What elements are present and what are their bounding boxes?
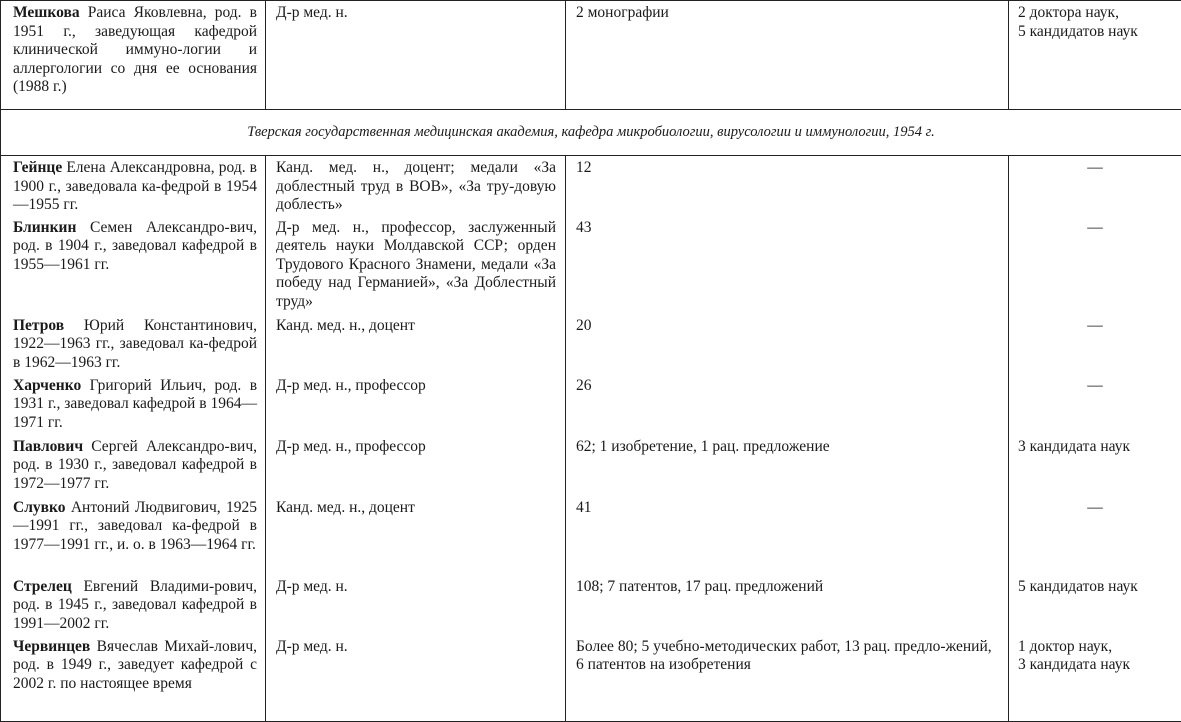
students-cell: — — [1009, 374, 1181, 435]
works-cell: 62; 1 изобретение, 1 рац. предложение — [566, 435, 1009, 496]
person-cell — [1, 156, 266, 216]
person-cell — [1, 374, 266, 435]
person-cell — [1, 216, 266, 314]
person-cell — [1, 435, 266, 496]
person-cell — [1, 635, 266, 722]
works-cell: 12 — [566, 156, 1009, 216]
person-cell — [1, 496, 266, 575]
person-bio: Евгений Владими-рович, род. в 1945 г., заведовал кафедрой в 1991—2002 гг. — [13, 577, 258, 632]
works-cell: Более 80; 5 учебно-методических работ, 13 рац. предло-жений, 6 патентов на изобретения — [566, 635, 1009, 722]
person-name: Гейнце — [13, 159, 63, 176]
person-bio: Григорий Ильич, род. в 1931 г., заведовал кафедрой в 1964—1971 гг. — [13, 376, 258, 431]
students-cell: — — [1009, 314, 1181, 374]
students-cell: 3 кандидата наук — [1009, 435, 1181, 496]
person-name: Блинкин — [13, 218, 77, 236]
person-name: Мешкова — [13, 4, 80, 21]
works-cell: 2 монографии — [566, 1, 1009, 110]
degree-cell: Д-р мед. н. — [266, 635, 566, 722]
students-cell: — — [1009, 496, 1181, 575]
person-name: Петров — [13, 316, 65, 334]
table-row — [1, 635, 1181, 722]
person-bio: Семен Александро-вич, род. в 1904 г., заведовал кафедрой в 1955—1961 гг. — [13, 218, 258, 273]
person-name: Червинцев — [13, 637, 91, 655]
degree-cell: Д-р мед. н. — [266, 1, 566, 110]
table-row — [1, 496, 1181, 575]
works-cell: 41 — [566, 496, 1009, 575]
works-cell: 20 — [566, 314, 1009, 374]
table-row — [1, 575, 1181, 635]
works-cell: 108; 7 патентов, 17 рац. предложений — [566, 575, 1009, 635]
person-cell — [1, 314, 266, 374]
table-row — [1, 156, 1181, 216]
degree-cell: Канд. мед. н., доцент — [266, 314, 566, 374]
students-cell: 2 доктора наук, 5 кандидатов наук — [1009, 1, 1181, 110]
table-body — [1, 1, 1181, 722]
table-row — [1, 374, 1181, 435]
section-header-row — [1, 110, 1181, 156]
degree-cell: Д-р мед. н., профессор — [266, 435, 566, 496]
person-bio: Сергей Александро-вич, род. в 1930 г., заведовал кафедрой в 1972—1977 гг. — [13, 437, 257, 492]
degree-cell: Д-р мед. н., профессор — [266, 374, 566, 435]
works-cell: 26 — [566, 374, 1009, 435]
section-title: Тверская государственная медицинская академия, кафедра микробиологии, вирусологии и иммунологии, 1954 г. — [1, 110, 1181, 156]
works-cell: 43 — [566, 216, 1009, 314]
person-cell — [1, 575, 266, 635]
students-cell: 1 доктор наук, 3 кандидата наук — [1009, 635, 1181, 722]
person-bio: Антоний Людвигович, 1925—1991 гг., заведовал ка-федрой в 1977—1991 гг., и. о. в 1963—1964 гг. — [13, 498, 257, 553]
students-cell: — — [1009, 216, 1181, 314]
table-row — [1, 216, 1181, 314]
table-row — [1, 435, 1181, 496]
person-bio: Раиса Яковлевна, род. в 1951 г., заведующая кафедрой клинической иммуно-логии и аллергологии со дня ее основания (1988 г.) — [13, 4, 258, 96]
person-bio: Юрий Константинович, 1922—1963 гг., заведовал ка-федрой в 1962—1963 гг. — [13, 316, 257, 371]
person-name: Павлович — [13, 437, 84, 455]
students-cell: — — [1009, 156, 1181, 216]
person-bio: Вячеслав Михай-лович, род. в 1949 г., заведует кафедрой с 2002 г. по настоящее время — [13, 637, 257, 692]
person-name: Слувко — [13, 498, 66, 516]
person-name: Стрелец — [13, 577, 72, 595]
person-bio: Елена Александровна, род. в 1900 г., заведовала ка-федрой в 1954—1955 гг. — [13, 159, 258, 214]
degree-cell: Канд. мед. н., доцент — [266, 496, 566, 575]
table-row — [1, 1, 1181, 110]
degree-cell: Канд. мед. н., доцент; медали «За доблестный труд в ВОВ», «За тру-довую доблесть» — [266, 156, 566, 216]
table-row — [1, 314, 1181, 374]
person-name: Харченко — [13, 376, 82, 394]
degree-cell: Д-р мед. н., профессор, заслуженный деятель науки Молдавской ССР; орден Трудового Красного Знамени, медали «За победу над Германией», «За Доблестный труд» — [266, 216, 566, 314]
degree-cell: Д-р мед. н. — [266, 575, 566, 635]
students-cell: 5 кандидатов наук — [1009, 575, 1181, 635]
person-cell — [1, 1, 266, 110]
